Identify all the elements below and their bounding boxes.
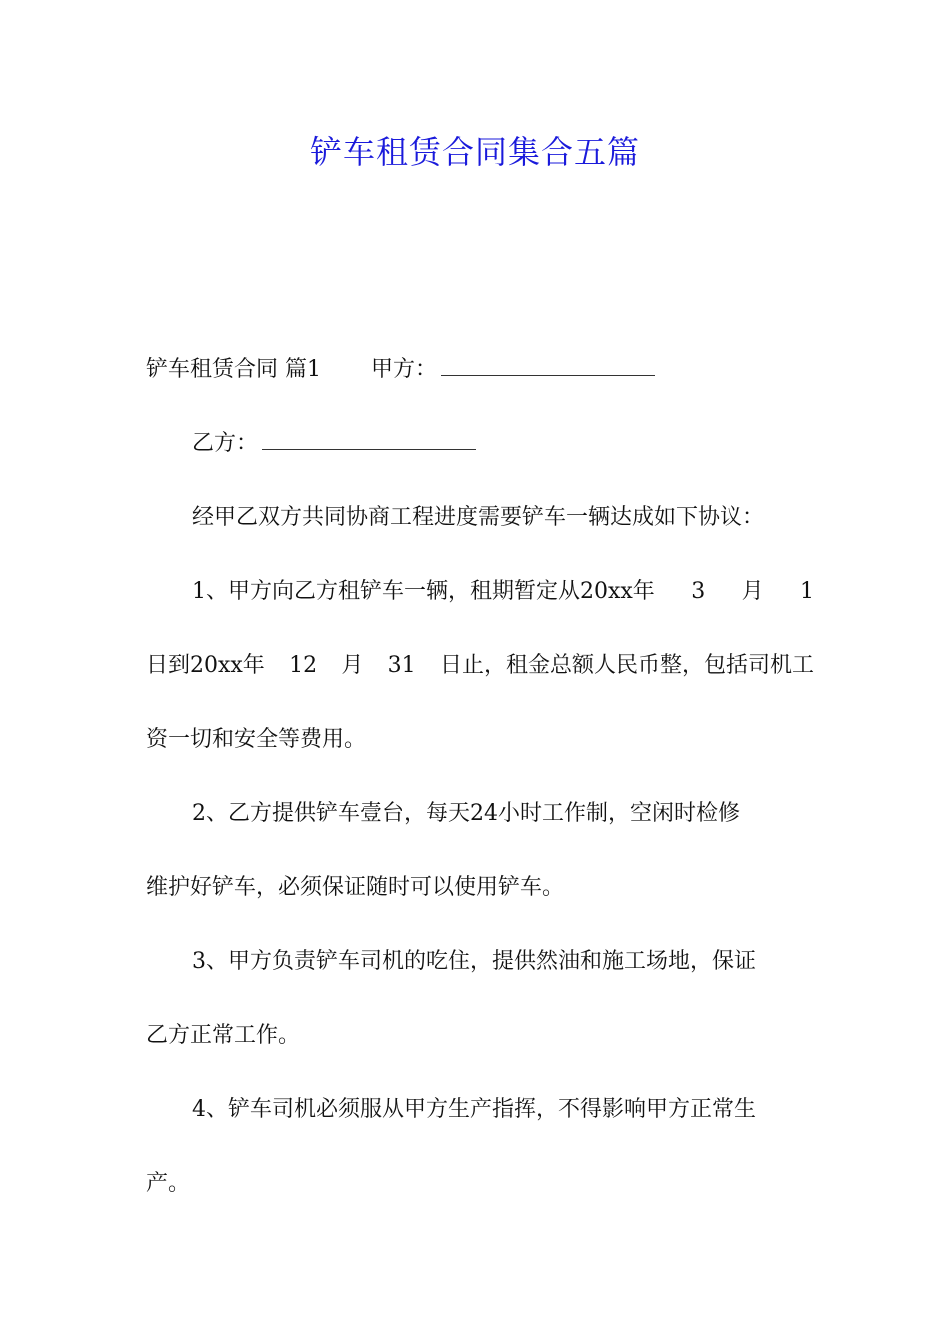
- header-line: [146, 333, 814, 407]
- clause-1-end-day: 31: [387, 653, 416, 678]
- clause-4-line-2: [146, 1147, 814, 1221]
- clause-4-tail: 产。: [146, 1171, 191, 1196]
- clause-2-line-1: [146, 777, 814, 851]
- clause-3-line-2: [146, 999, 814, 1073]
- clause-1-line-3: [146, 703, 814, 777]
- clause-1-month: 3: [691, 579, 706, 604]
- document-title: 铲车租赁合同集合五篇: [309, 133, 640, 171]
- clause-1-end-month-unit: 月: [341, 653, 364, 678]
- intro-paragraph: [146, 481, 814, 555]
- document-body: [146, 333, 814, 1221]
- clause-3-line-1: [146, 925, 814, 999]
- clause-4-line-1: [146, 1073, 814, 1147]
- clause-4-text: 4、铲车司机必须服从甲方生产指挥，不得影响甲方正常生: [192, 1097, 756, 1122]
- clause-1-line-2: [146, 629, 814, 703]
- clause-2-text: 2、乙方提供铲车壹台，每天24小时工作制，空闲时检修: [192, 801, 740, 826]
- clause-1-month-unit: 月: [741, 579, 764, 604]
- party-a-label: 甲方：: [371, 357, 438, 382]
- clause-3-tail: 乙方正常工作。: [146, 1023, 301, 1048]
- clause-2-tail: 维护好铲车，必须保证随时可以使用铲车。: [146, 875, 565, 900]
- party-b-line: [146, 407, 814, 481]
- clause-1-rent-text: 日止，租金总额人民币整，包括司机工: [439, 653, 814, 678]
- clause-2-line-2: [146, 851, 814, 925]
- party-a-blank: [441, 353, 655, 376]
- party-b-label: 乙方：: [192, 431, 259, 456]
- clause-1-line-1: [146, 555, 814, 629]
- intro-text: 经甲乙双方共同协商工程进度需要铲车一辆达成如下协议：: [192, 505, 765, 530]
- clause-1-text: 1、甲方向乙方租铲车一辆，租期暂定从20xx年: [192, 579, 655, 604]
- clause-1-end-year: 日到20xx年: [146, 653, 265, 678]
- clause-1-tail: 资一切和安全等费用。: [146, 727, 367, 752]
- clause-1-end-month: 12: [289, 653, 318, 678]
- contract-heading: 铲车租赁合同 篇1: [146, 357, 321, 382]
- clause-3-text: 3、甲方负责铲车司机的吃住，提供然油和施工场地，保证: [192, 949, 756, 974]
- party-b-blank: [262, 427, 476, 450]
- clause-1-day: 1: [800, 579, 814, 604]
